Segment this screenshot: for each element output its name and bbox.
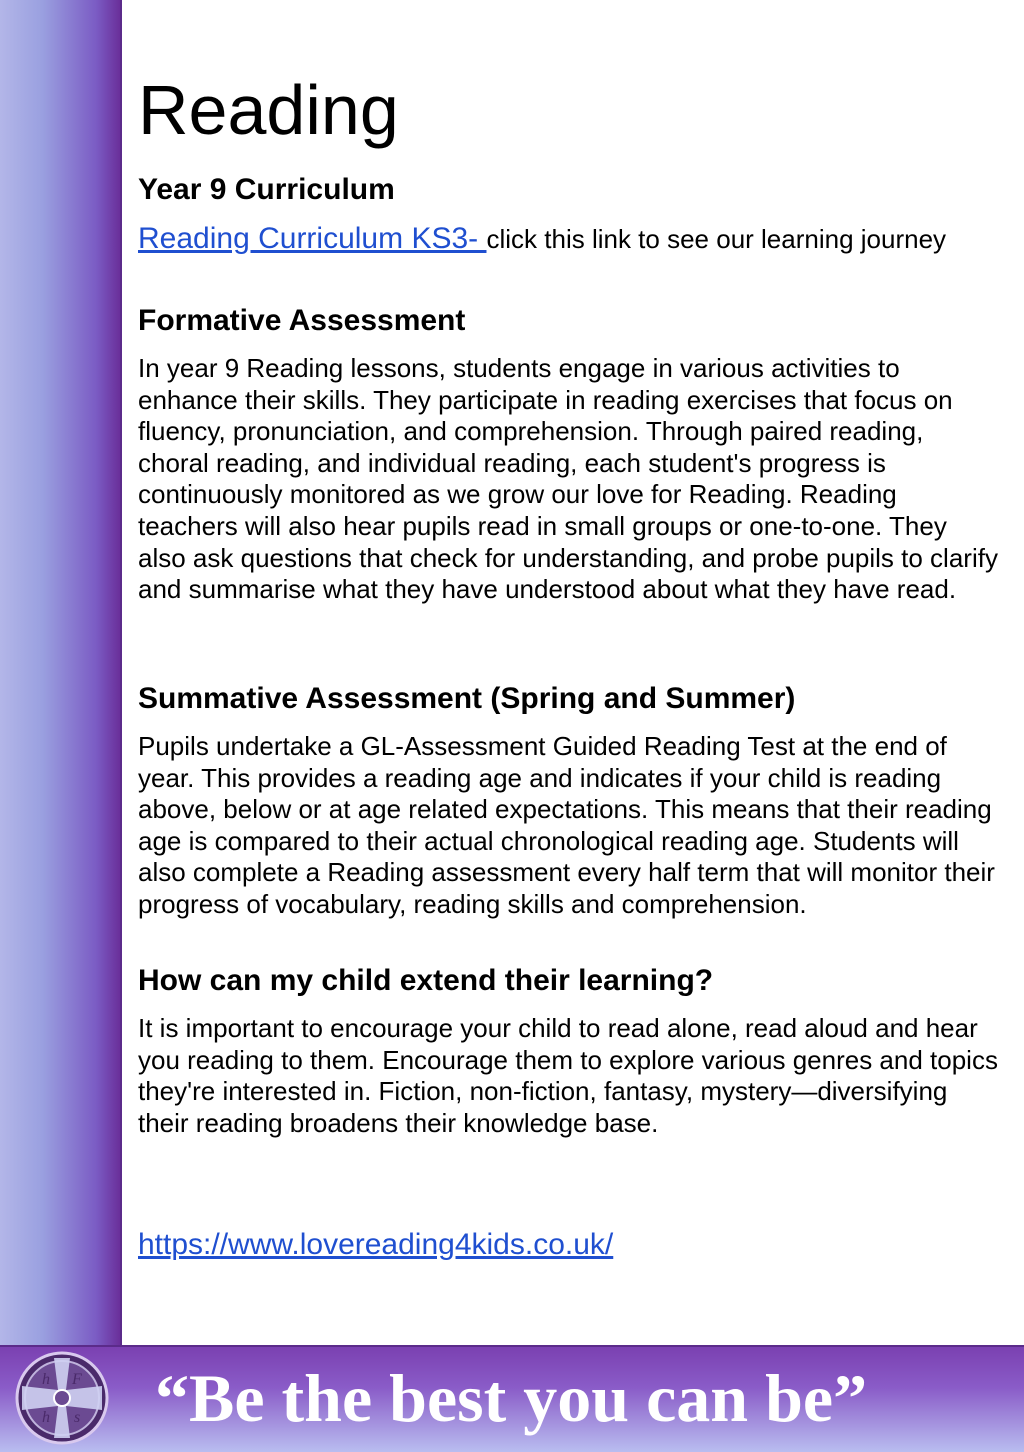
- formative-heading: Formative Assessment: [138, 304, 466, 337]
- crest-letter: h: [42, 1409, 50, 1426]
- crest-letter: s: [74, 1409, 81, 1426]
- page-title: Reading: [138, 71, 399, 149]
- crest-letter: F: [72, 1371, 82, 1388]
- crest-letter: h: [42, 1371, 50, 1388]
- website-link[interactable]: https://www.lovereading4kids.co.uk/: [138, 1228, 614, 1261]
- footer-banner: [0, 1345, 1024, 1452]
- extend-body: It is important to encourage your child to read alone, read aloud and hear you reading to them. Encourage them to explore various genres and topics they're interested in. Fiction, non-fiction, fantasy, mystery—diversifying their reading broadens their knowledge base.: [138, 1013, 998, 1138]
- summative-heading: Summative Assessment (Spring and Summer): [138, 682, 796, 715]
- left-bar-divider: [120, 0, 122, 1345]
- curriculum-link-line: [138, 222, 1000, 256]
- formative-body: In year 9 Reading lessons, students engage in various activities to enhance their skills. They participate in reading exercises that focus on fluency, pronunciation, and comprehension. Through paired reading, choral reading, and individual reading, each student's progress is continuously monitored as we grow our love for Reading. Reading teachers will also hear pupils read in small groups or one-to-one. They also ask questions that check for understanding, and probe pupils to clarify and summarise what they have understood about what they have read.: [138, 353, 998, 605]
- footer-divider: [0, 1345, 1024, 1347]
- summative-body: Pupils undertake a GL-Assessment Guided Reading Test at the end of year. This provides a reading age and indicates if your child is reading above, below or at age related expectations. This means that their reading age is compared to their actual chronological reading age. Students will also complete a Reading assessment every half term that will monitor their progress of vocabulary, reading skills and comprehension.: [138, 731, 995, 919]
- school-motto: “Be the best you can be”: [155, 1360, 868, 1436]
- school-crest-icon: [14, 1350, 110, 1446]
- left-decorative-bar: [0, 0, 120, 1345]
- curriculum-link[interactable]: Reading Curriculum KS3-: [138, 222, 487, 255]
- year-heading: Year 9 Curriculum: [138, 173, 395, 206]
- curriculum-link-suffix: click this link to see our learning journey: [486, 224, 947, 254]
- website-link-line: [138, 1229, 1000, 1262]
- extend-heading: How can my child extend their learning?: [138, 964, 714, 997]
